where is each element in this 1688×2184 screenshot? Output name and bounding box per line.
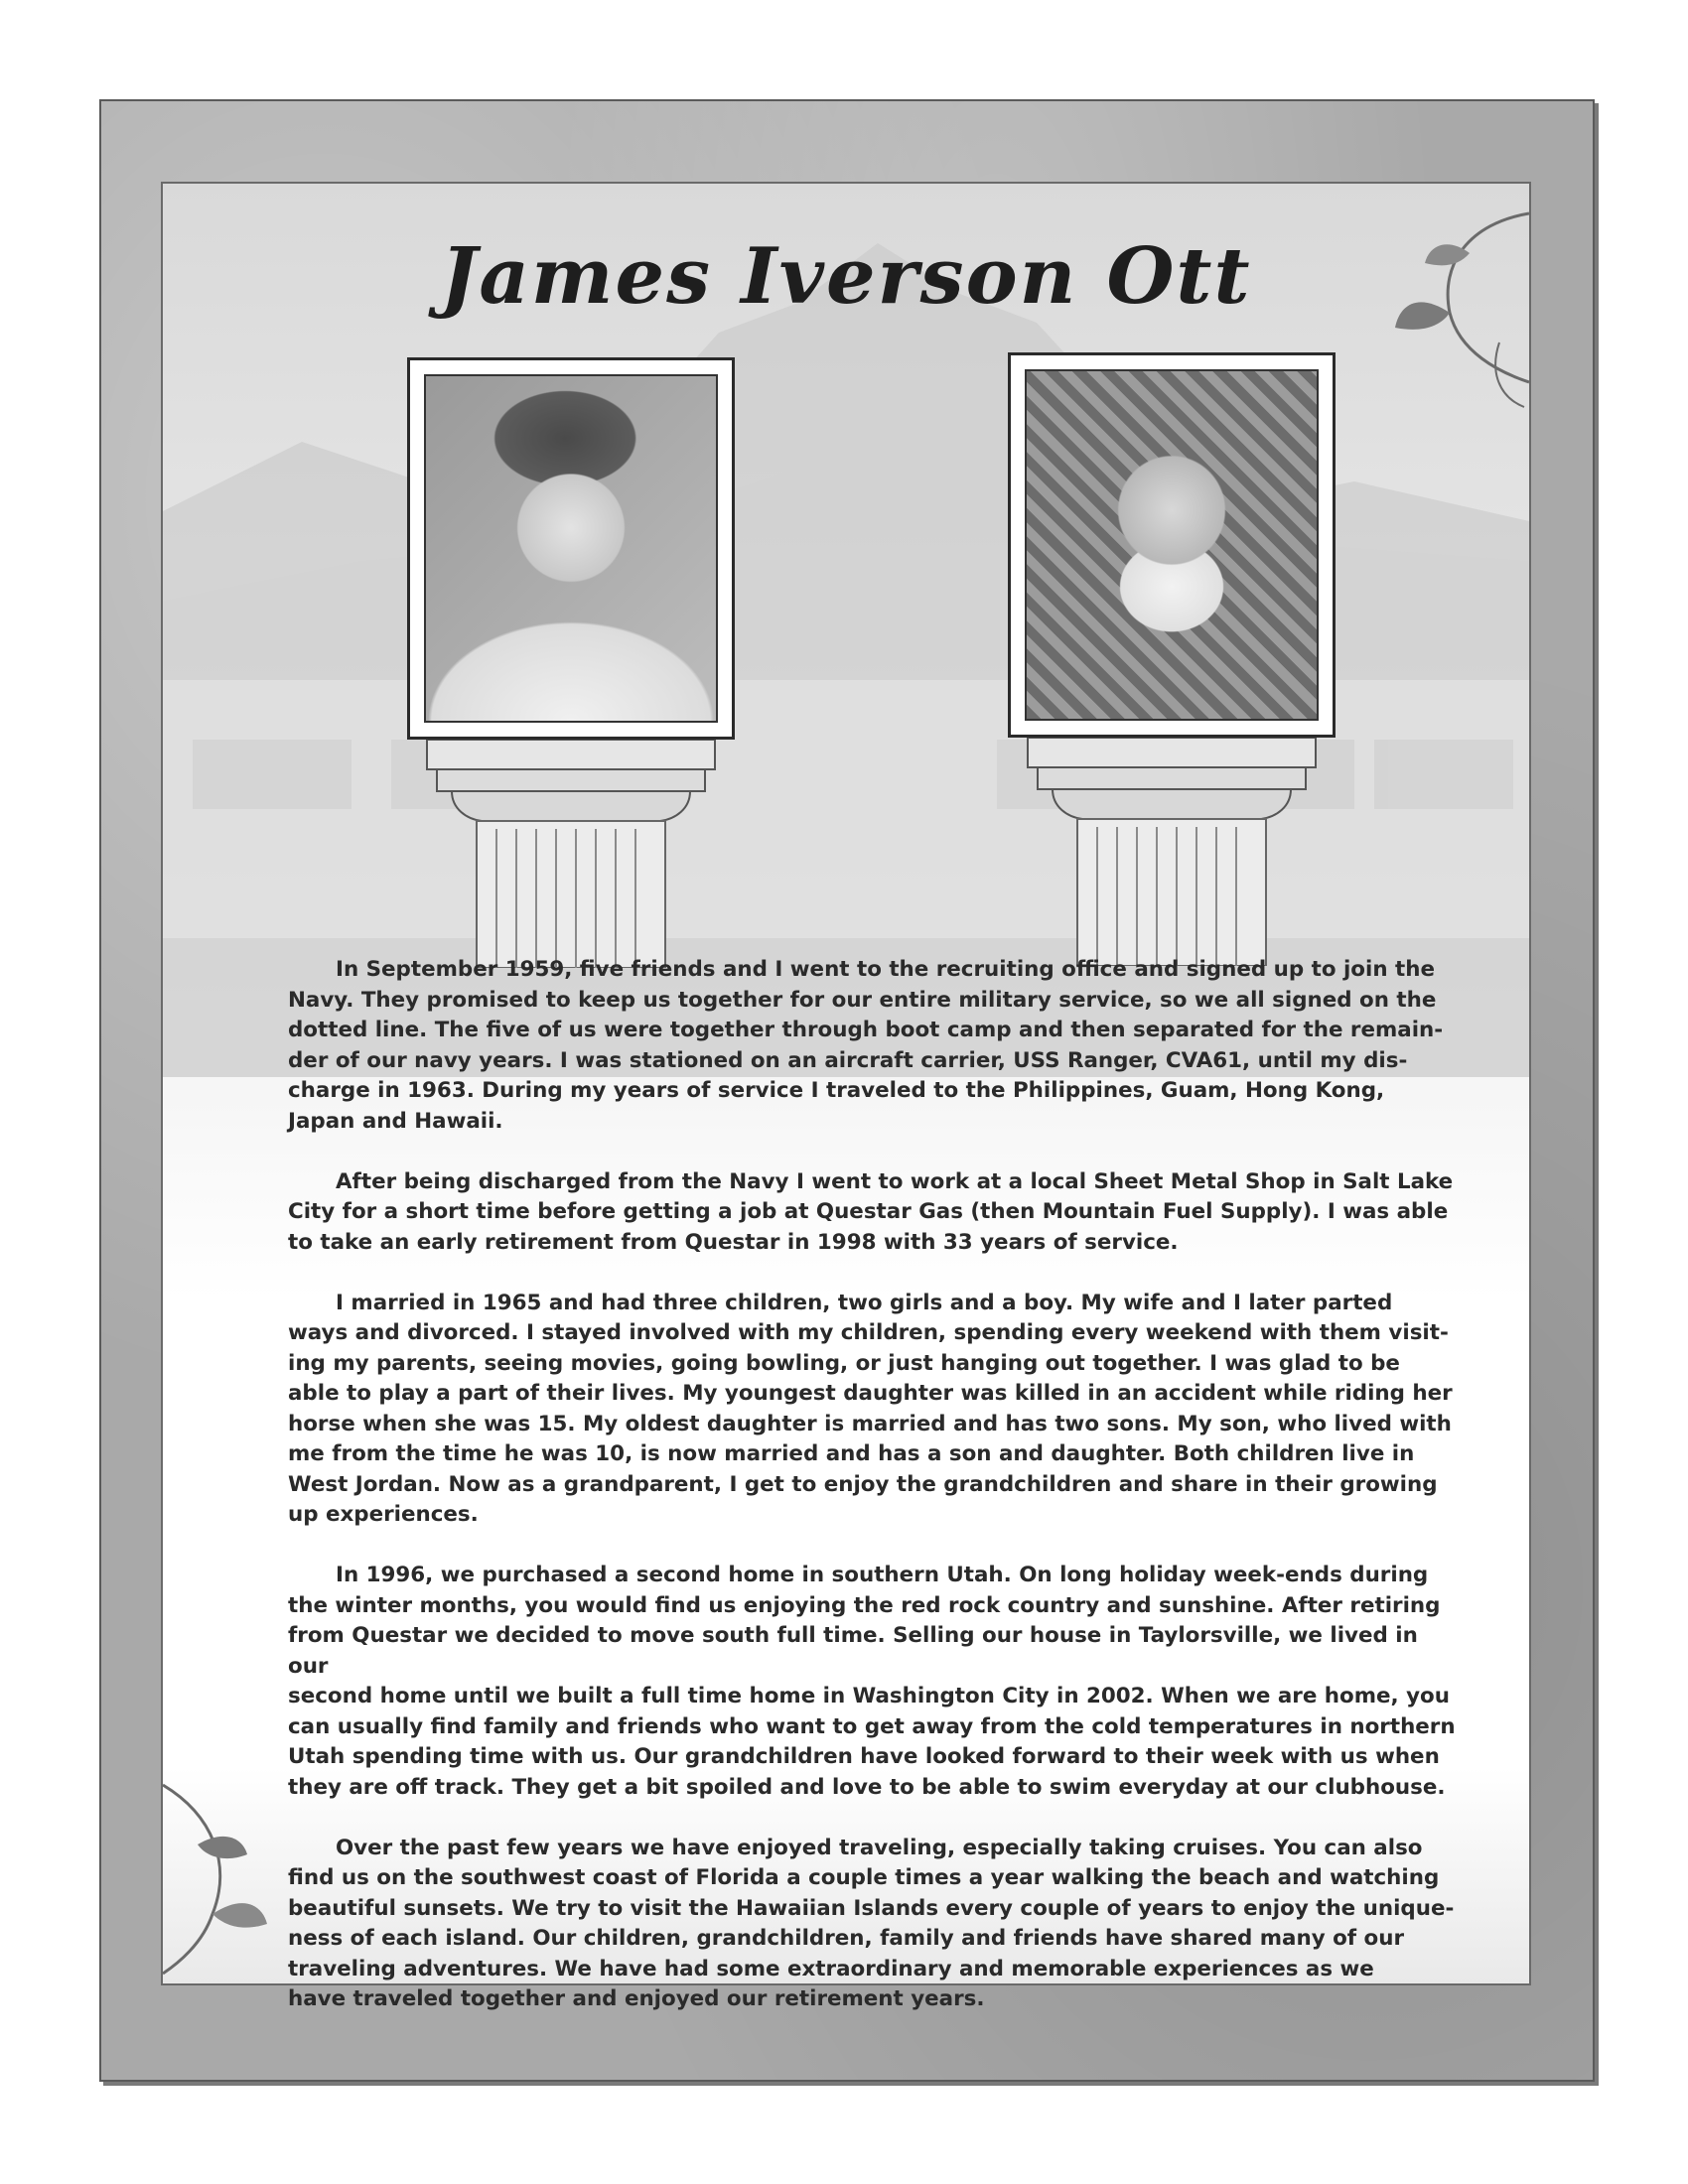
older-portrait-frame — [1008, 352, 1336, 738]
paragraph-navy: In September 1959, five friends and I went to the recruiting office and signed up to join the Navy. They promised to keep us together for our entire military service, so we all signed on the dotted line. The five of us were together through boot camp and then separated for the remain- der of our navy years. I was stationed on an aircraft carrier, USS Ranger, CVA61, until my dis- charge in 1963. During my years of service I traveled to the Philippines, Guam, Hong Kong, Japan and Hawaii. — [288, 957, 1444, 1134]
page-title: James Iverson Ott — [440, 231, 1252, 322]
biography-text — [288, 955, 1460, 2045]
paragraph-career: After being discharged from the Navy I went to work at a local Sheet Metal Shop in Salt Lake City for a short time before getting a job at Questar Gas (then Mountain Fuel Supply). I was able to take an early retirement from Questar in 1998 with 33 years of service. — [288, 1168, 1454, 1255]
older-portrait-image — [1025, 369, 1319, 721]
young-portrait-frame — [407, 357, 735, 740]
paragraph-travel: Over the past few years we have enjoyed traveling, especially taking cruises. You can also find us on the southwest coast of Florida a couple times a year walking the beach and watching beautiful sunsets. We try to visit the Hawaiian Islands every couple of years to enjoy the unique- ness of each island. Our children, grandchildren, family and friends have shared many of our traveling adventures. We have had some extraordinary and memorable experiences as we have traveled together and enjoyed our retirement years. — [288, 1835, 1455, 2011]
young-portrait-image — [424, 374, 718, 723]
pillar-right — [1018, 738, 1326, 966]
pillar-left — [417, 740, 725, 968]
paragraph-utah-home: In 1996, we purchased a second home in southern Utah. On long holiday week-ends during the winter months, you would find us enjoying the red rock country and sunshine. After retiring from Questar we decided to move south full time. Selling our house in Taylorsville, we lived in our second home until we built a full time home in Washington City in 2002. When we are home, you can usually find family and friends who want to get away from the cold temperatures in northern Utah spending time with us. Our grandchildren have looked forward to their week with us when they are off track. They get a bit spoiled and love to be able to swim everyday at our clubhouse. — [288, 1563, 1456, 1800]
paragraph-family: I married in 1965 and had three children, two girls and a boy. My wife and I later parted ways and divorced. I stayed involved with my children, spending every weekend with them visit- ing my parents, seeing movies, going bowling, or just hanging out together. I was glad to be able to play a part of their lives. My youngest daughter was killed in an accident while riding her horse when she was 15. My oldest daughter is married and has two sons. My son, who lived with me from the time he was 10, is now married and has a son and daughter. Both children live in West Jordan. Now as a grandparent, I get to enjoy the grandchildren and share in their growing up experiences. — [288, 1290, 1453, 1527]
